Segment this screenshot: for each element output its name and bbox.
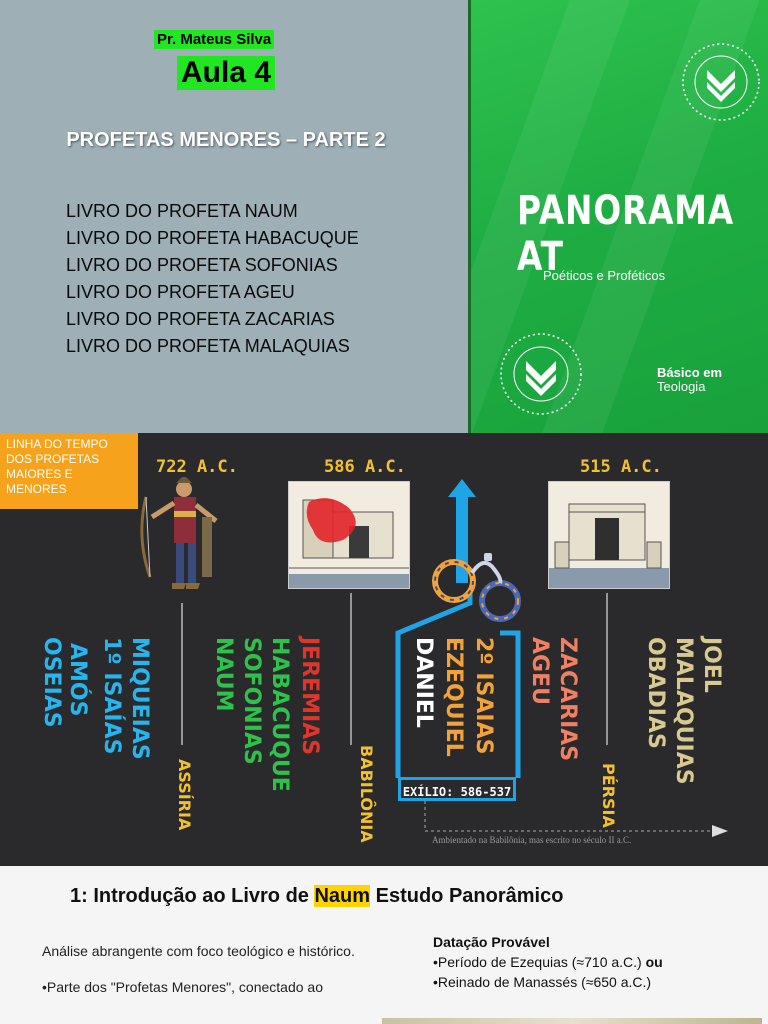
book-list [66,198,359,360]
cover-seal-top-icon [679,40,763,124]
book-item: LIVRO DO PROFETA HABACUQUE [66,228,359,248]
book-cover [468,0,768,433]
lesson-subtitle: PROFETAS MENORES – PARTE 2 [66,129,386,151]
prophet-naum: NAUM [211,637,236,712]
intro-paragraph-2: •Parte dos "Profetas Menores", conectado ao [42,979,323,995]
year-586: 586 A.C. [324,457,406,477]
intro-slide [0,866,768,1024]
prophet-habacuque: HABACUQUE [267,637,292,792]
author-name: Pr. Mateus Silva [154,30,274,49]
dating-heading: Datação Provável [433,934,550,950]
prophet-miqueias: MIQUEIAS [127,637,152,760]
book-item: LIVRO DO PROFETA MALAQUIAS [66,336,350,356]
dating-option-2: •Reinado de Manassés (≈650 a.C.) [433,974,652,990]
intro-title-prefix: 1: Introdução ao Livro de [70,885,315,907]
prophet-ezequiel: EZEQUIEL [441,637,466,757]
book-item: LIVRO DO PROFETA AGEU [66,282,295,302]
prophet-oseias: OSEIAS [39,637,64,728]
slide-image-strip [382,1018,762,1024]
prophet-daniel: DANIEL [411,637,436,728]
dating-option-1-text: •Período de Ezequias (≈710 a.C.) [433,954,642,970]
prophet-malaquias: MALAQUIAS [671,637,696,785]
prophet-isaias-2: 2º ISAIAS [471,637,496,755]
handcuffs-icon [428,545,528,631]
dating-option-1-or: ou [641,954,663,970]
prophet-obadias: OBADIAS [643,637,668,749]
daniel-note: Ambientado na Babilônia, mas escrito no século II a.C. [432,835,632,845]
title-slide [0,0,768,433]
intro-paragraph-1: Análise abrangente com foco teológico e histórico. [42,943,355,959]
timeline-label: LINHA DO TEMPO DOS PROFETAS MAIORES E MENORES [0,433,138,509]
exile-period: EXÍLIO: 586-537 [398,777,516,801]
intro-title-suffix: Estudo Panorâmico [370,885,564,907]
prophet-sofonias: SOFONIAS [239,637,264,765]
empire-persia: PÉRSIA [599,763,618,828]
cover-subtitle: Poéticos e Proféticos [543,268,666,283]
book-item: LIVRO DO PROFETA ZACARIAS [66,309,335,329]
empire-babilonia: BABILÔNIA [357,745,376,843]
dating-section [433,932,733,992]
cover-level-line2: Teologia [657,379,706,394]
prophet-jeremias: JEREMIAS [297,637,322,756]
year-515: 515 A.C. [580,457,662,477]
cover-level [657,366,722,394]
prophet-ageu: AGEU [527,637,552,705]
prophet-joel: JOEL [699,637,724,693]
intro-title [70,885,563,908]
empire-assiria: ASSÍRIA [175,759,194,831]
prophet-amos: AMÓS [65,643,90,717]
timeline-slide [0,433,768,866]
book-item: LIVRO DO PROFETA NAUM [66,201,298,221]
year-722: 722 A.C. [156,457,238,477]
prophet-isaias-1: 1º ISAÍAS [99,637,124,755]
cover-level-line1: Básico em [657,365,723,380]
intro-body [42,942,366,1014]
cover-title: PANORAMA AT [517,188,734,280]
cover-seal-bottom-icon [497,330,585,418]
book-item: LIVRO DO PROFETA SOFONIAS [66,255,338,275]
lesson-number: Aula 4 [177,56,275,90]
dating-option-1 [433,952,733,972]
intro-title-highlight: Naum [314,885,371,907]
prophet-zacarias: ZACARIAS [555,637,580,762]
